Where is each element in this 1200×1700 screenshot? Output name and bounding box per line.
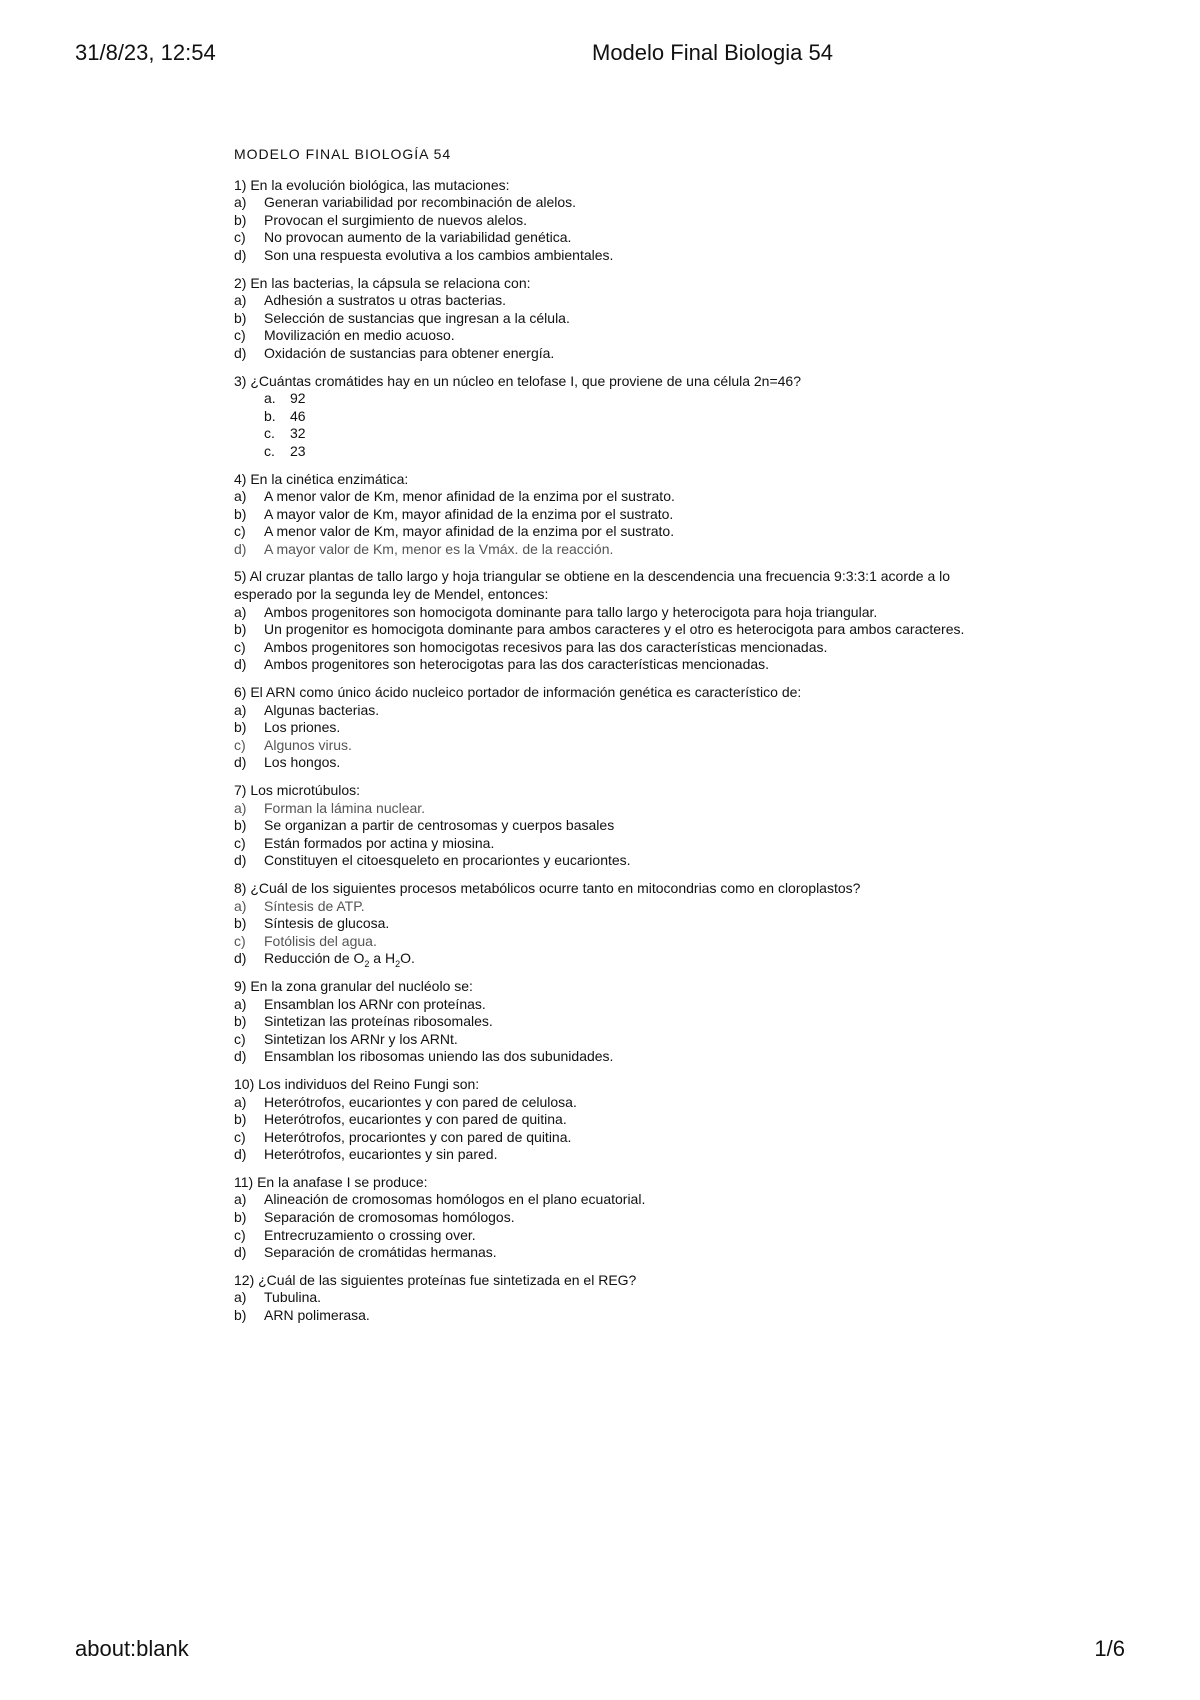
option-text: Sintetizan las proteínas ribosomales. bbox=[264, 1013, 493, 1030]
option-text: 32 bbox=[290, 425, 306, 442]
option-letter: a) bbox=[234, 897, 247, 914]
answer-option bbox=[234, 1209, 994, 1227]
option-text: Tubulina. bbox=[264, 1289, 322, 1306]
option-letter: c) bbox=[234, 1128, 246, 1145]
option-letter: d) bbox=[234, 950, 247, 967]
answer-option bbox=[234, 817, 994, 835]
option-text: Generan variabilidad por recombinación de alelos. bbox=[264, 194, 577, 211]
answer-option bbox=[234, 488, 994, 506]
option-letter: c) bbox=[234, 327, 246, 344]
option-text: Sintetizan los ARNr y los ARNt. bbox=[264, 1030, 458, 1047]
answer-option bbox=[234, 194, 994, 212]
option-text: No provocan aumento de la variabilidad genética. bbox=[264, 229, 572, 246]
question-text: 2) En las bacterias, la cápsula se relaciona con: bbox=[234, 274, 531, 291]
answer-option bbox=[234, 1227, 994, 1245]
option-letter: b) bbox=[234, 817, 247, 834]
answer-option bbox=[234, 898, 994, 916]
answer-option bbox=[234, 719, 994, 737]
question-8 bbox=[234, 880, 994, 968]
answer-option bbox=[234, 1013, 994, 1031]
answer-option bbox=[234, 737, 994, 755]
question-12 bbox=[234, 1272, 994, 1325]
answer-option bbox=[234, 1111, 994, 1129]
option-letter: c. bbox=[264, 425, 275, 442]
option-text: Heterótrofos, eucariontes y con pared de celulosa. bbox=[264, 1093, 577, 1110]
question-text: 12) ¿Cuál de las siguientes proteínas fue sintetizada en el REG? bbox=[234, 1271, 637, 1288]
option-letter: a) bbox=[234, 1093, 247, 1110]
option-text: Síntesis de ATP. bbox=[264, 897, 365, 914]
option-text: Adhesión a sustratos u otras bacterias. bbox=[264, 292, 507, 309]
question-text: 9) En la zona granular del nucléolo se: bbox=[234, 977, 473, 994]
option-letter: a) bbox=[234, 1191, 247, 1208]
option-letter: d) bbox=[234, 754, 247, 771]
question-2 bbox=[234, 275, 994, 363]
option-letter: a) bbox=[234, 488, 247, 505]
option-text: Están formados por actina y miosina. bbox=[264, 834, 495, 851]
print-footer-url: about:blank bbox=[75, 1636, 189, 1661]
answer-option bbox=[234, 621, 994, 639]
answer-option bbox=[234, 292, 994, 310]
question-1 bbox=[234, 177, 994, 265]
option-text: Heterótrofos, procariontes y con pared de quitina. bbox=[264, 1128, 572, 1145]
option-letter: b) bbox=[234, 505, 247, 522]
option-text: Reducción de $O_2$ a $H_2O$. bbox=[264, 950, 415, 970]
print-header-datetime: 31/8/23, 12:54 bbox=[75, 40, 216, 65]
option-text: 46 bbox=[290, 407, 306, 424]
option-letter: d) bbox=[234, 540, 247, 557]
answer-option bbox=[234, 408, 994, 426]
option-text: Ensamblan los ARNr con proteínas. bbox=[264, 995, 486, 1012]
question-text: 8) ¿Cuál de los siguientes procesos metabólicos ocurre tanto en mitocondrias como en cloroplastos? bbox=[234, 879, 861, 896]
option-letter: b) bbox=[234, 309, 247, 326]
question-text: 3) ¿Cuántas cromátides hay en un núcleo en telofase I, que proviene de una célula 2n=46? bbox=[234, 372, 801, 389]
option-letter: b) bbox=[234, 1013, 247, 1030]
answer-option bbox=[234, 443, 994, 461]
option-text: A menor valor de Km, menor afinidad de la enzima por el sustrato. bbox=[264, 488, 675, 505]
answer-option bbox=[234, 915, 994, 933]
option-text: 23 bbox=[290, 442, 306, 459]
option-text: Heterótrofos, eucariontes y con pared de quitina. bbox=[264, 1111, 567, 1128]
answer-option bbox=[234, 212, 994, 230]
question-text: 5) Al cruzar plantas de tallo largo y hoja triangular se obtiene en la descendencia una frecuencia 9:3:3:1 acorde a lo esperado por la segunda ley de Mendel, entonces: bbox=[234, 568, 951, 603]
answer-option bbox=[234, 523, 994, 541]
option-text: Provocan el surgimiento de nuevos alelos. bbox=[264, 211, 528, 228]
option-letter: a) bbox=[234, 701, 247, 718]
option-letter: d) bbox=[234, 344, 247, 361]
option-text: Los hongos. bbox=[264, 754, 341, 771]
option-text: Separación de cromátidas hermanas. bbox=[264, 1244, 497, 1261]
option-text: Constituyen el citoesqueleto en procariontes y eucariontes. bbox=[264, 852, 631, 869]
option-letter: c) bbox=[234, 736, 246, 753]
option-text: Algunos virus. bbox=[264, 736, 352, 753]
answer-option bbox=[234, 1129, 994, 1147]
option-text: Entrecruzamiento o crossing over. bbox=[264, 1226, 476, 1243]
option-letter: c) bbox=[234, 932, 246, 949]
answer-option bbox=[234, 1031, 994, 1049]
print-header-title: Modelo Final Biologia 54 bbox=[592, 40, 833, 65]
answer-option bbox=[234, 541, 994, 559]
option-text: 92 bbox=[290, 390, 306, 407]
option-text: ARN polimerasa. bbox=[264, 1307, 370, 1324]
document-body bbox=[234, 146, 994, 1335]
option-letter: d) bbox=[234, 656, 247, 673]
option-letter: a) bbox=[234, 292, 247, 309]
document-title: MODELO FINAL BIOLOGÍA 54 bbox=[234, 146, 452, 162]
answer-option bbox=[234, 1289, 994, 1307]
option-text: Algunas bacterias. bbox=[264, 701, 380, 718]
answer-option bbox=[234, 229, 994, 247]
option-text: Fotólisis del agua. bbox=[264, 932, 377, 949]
option-letter: b) bbox=[234, 1209, 247, 1226]
option-letter: c) bbox=[234, 1226, 246, 1243]
answer-option bbox=[234, 506, 994, 524]
answer-option bbox=[234, 950, 994, 968]
answer-option bbox=[234, 327, 994, 345]
question-5 bbox=[234, 568, 994, 674]
option-text: Movilización en medio acuoso. bbox=[264, 327, 455, 344]
option-letter: c. bbox=[264, 442, 275, 459]
option-letter: a) bbox=[234, 1289, 247, 1306]
answer-option bbox=[234, 852, 994, 870]
option-letter: c) bbox=[234, 1030, 246, 1047]
option-text: Un progenitor es homocigota dominante para ambos caracteres y el otro es heterocigota para ambos caracteres. bbox=[264, 621, 965, 638]
option-text: Ambos progenitores son heterocigotas para las dos características mencionadas. bbox=[264, 656, 770, 673]
option-text: A mayor valor de Km, mayor afinidad de la enzima por el sustrato. bbox=[264, 505, 674, 522]
answer-option bbox=[234, 604, 994, 622]
option-letter: b) bbox=[234, 1307, 247, 1324]
option-text: Síntesis de glucosa. bbox=[264, 915, 390, 932]
option-letter: d) bbox=[234, 246, 247, 263]
answer-option bbox=[234, 1094, 994, 1112]
answer-option bbox=[234, 1048, 994, 1066]
option-text: Se organizan a partir de centrosomas y cuerpos basales bbox=[264, 817, 615, 834]
question-text: 11) En la anafase I se produce: bbox=[234, 1173, 428, 1190]
option-text: Son una respuesta evolutiva a los cambios ambientales. bbox=[264, 246, 614, 263]
option-letter: b) bbox=[234, 1111, 247, 1128]
option-letter: c) bbox=[234, 523, 246, 540]
answer-option bbox=[234, 656, 994, 674]
answer-option bbox=[234, 800, 994, 818]
option-text: Ensamblan los ribosomas uniendo las dos subunidades. bbox=[264, 1048, 614, 1065]
option-letter: b. bbox=[264, 407, 276, 424]
answer-option bbox=[234, 1307, 994, 1325]
question-10 bbox=[234, 1076, 994, 1164]
option-text: A mayor valor de Km, menor es la Vmáx. de la reacción. bbox=[264, 540, 614, 557]
option-letter: c) bbox=[234, 638, 246, 655]
answer-option bbox=[234, 247, 994, 265]
answer-option bbox=[234, 390, 994, 408]
answer-option bbox=[234, 996, 994, 1014]
option-letter: b) bbox=[234, 915, 247, 932]
question-4 bbox=[234, 471, 994, 559]
question-6 bbox=[234, 684, 994, 772]
option-text: Forman la lámina nuclear. bbox=[264, 799, 426, 816]
question-3 bbox=[234, 373, 994, 461]
option-letter: d) bbox=[234, 1146, 247, 1163]
question-text: 7) Los microtúbulos: bbox=[234, 782, 361, 798]
option-letter: b) bbox=[234, 621, 247, 638]
answer-option bbox=[234, 1146, 994, 1164]
answer-option bbox=[234, 1244, 994, 1262]
option-letter: b) bbox=[234, 211, 247, 228]
option-text: Ambos progenitores son homocigota dominante para tallo largo y heterocigota para hoja triangular. bbox=[264, 603, 878, 620]
question-list bbox=[234, 177, 994, 1325]
option-letter: d) bbox=[234, 1244, 247, 1261]
option-letter: c) bbox=[234, 834, 246, 851]
option-letter: a) bbox=[234, 194, 247, 211]
option-text: Selección de sustancias que ingresan a la célula. bbox=[264, 309, 570, 326]
option-letter: b) bbox=[234, 719, 247, 736]
answer-option bbox=[234, 425, 994, 443]
option-letter: a) bbox=[234, 799, 247, 816]
question-text: 4) En la cinética enzimática: bbox=[234, 470, 409, 487]
answer-option bbox=[234, 754, 994, 772]
option-letter: d) bbox=[234, 852, 247, 869]
answer-option bbox=[234, 933, 994, 951]
option-text: Heterótrofos, eucariontes y sin pared. bbox=[264, 1146, 498, 1163]
answer-option bbox=[234, 310, 994, 328]
answer-option bbox=[234, 1191, 994, 1209]
question-text: 6) El ARN como único ácido nucleico portador de información genética es característico de: bbox=[234, 684, 802, 701]
option-letter: a) bbox=[234, 995, 247, 1012]
option-text: Ambos progenitores son homocigotas recesivos para las dos características mencionadas. bbox=[264, 638, 828, 655]
option-text: Alineación de cromosomas homólogos en el plano ecuatorial. bbox=[264, 1191, 646, 1208]
option-letter: a. bbox=[264, 390, 276, 407]
question-7 bbox=[234, 782, 994, 870]
answer-option bbox=[234, 639, 994, 657]
print-footer-page-number: 1/6 bbox=[1094, 1636, 1125, 1661]
answer-option bbox=[234, 345, 994, 363]
answer-option bbox=[234, 702, 994, 720]
option-text: A menor valor de Km, mayor afinidad de la enzima por el sustrato. bbox=[264, 523, 675, 540]
option-text: Los priones. bbox=[264, 719, 341, 736]
question-9 bbox=[234, 978, 994, 1066]
question-text: 1) En la evolución biológica, las mutaciones: bbox=[234, 176, 510, 193]
option-letter: c) bbox=[234, 229, 246, 246]
option-text: Oxidación de sustancias para obtener energía. bbox=[264, 344, 555, 361]
question-11 bbox=[234, 1174, 994, 1262]
question-text: 10) Los individuos del Reino Fungi son: bbox=[234, 1075, 480, 1092]
answer-option bbox=[234, 835, 994, 853]
option-letter: d) bbox=[234, 1048, 247, 1065]
option-text: Separación de cromosomas homólogos. bbox=[264, 1209, 515, 1226]
option-letter: a) bbox=[234, 603, 247, 620]
